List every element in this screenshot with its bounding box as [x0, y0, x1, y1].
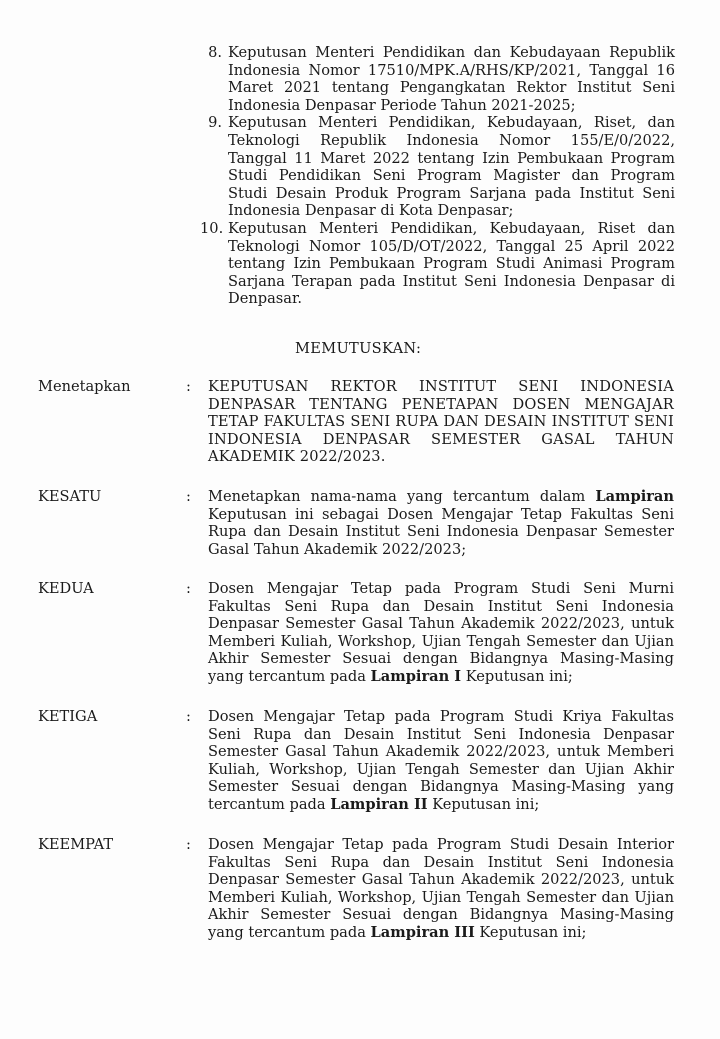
- item-number: 10.: [200, 219, 224, 237]
- section-colon: :: [186, 708, 191, 725]
- section-text: KEPUTUSAN REKTOR INSTITUT SENI INDONESIA DENPASAR TENTANG PENETAPAN DOSEN MENGAJAR TETAP FAKULTAS SENI RUPA DAN DESAIN INSTITUT SENI INDONESIA DENPASAR SEMESTER GASAL TAHUN AKADEMIK 2022/2023.: [208, 378, 674, 466]
- section-label: KETIGA: [38, 708, 98, 725]
- section-text: [208, 836, 674, 942]
- item-text: Keputusan Menteri Pendidikan dan Kebudayaan Republik Indonesia Nomor 17510/MPK.A/RHS/KP/2021, Tanggal 16 Maret 2021 tentang Pengangkatan Rektor Institut Seni Indonesia Denpasar Periode Tahun 2021-2025;: [228, 44, 675, 114]
- section-label: KEEMPAT: [38, 836, 114, 853]
- consideration-item-9: [200, 114, 675, 220]
- item-number: 8.: [208, 44, 222, 61]
- section-label: KEDUA: [38, 580, 94, 597]
- lampiran-ref: Lampiran I: [370, 667, 462, 685]
- text-run: Dosen Mengajar Tetap pada Program Studi Kriya Fakultas Seni Rupa dan Desain Institut Seni Indonesia Denpasar Semester Gasal Tahun Akademik 2022/2023, untuk Memberi Kuliah, Workshop, Ujian Tengah Semester dan Ujian Akhir Semester Sesuai dengan Bidangnya Masing-Masing yang tercantum pada: [208, 708, 674, 813]
- section-ketiga: [38, 708, 678, 814]
- section-colon: :: [186, 580, 191, 597]
- section-colon: :: [186, 836, 191, 853]
- section-colon: :: [186, 378, 191, 395]
- text-run: Keputusan ini sebagai Dosen Mengajar Tetap Fakultas Seni Rupa dan Desain Institut Seni Indonesia Denpasar Semester Gasal Tahun Akademik 2022/2023;: [208, 505, 674, 558]
- text-run: Keputusan ini;: [461, 667, 573, 685]
- consideration-list: [200, 44, 675, 308]
- section-text: [208, 708, 674, 814]
- text-run: Menetapkan nama-nama yang tercantum dalam: [208, 488, 596, 505]
- decision-heading: MEMUTUSKAN:: [295, 340, 422, 357]
- item-text: Keputusan Menteri Pendidikan, Kebudayaan, Riset, dan Teknologi Republik Indonesia Nomor 155/E/0/2022, Tanggal 11 Maret 2022 tentang Izin Pembukaan Program Studi Pendidikan Seni Program Magister dan Program Studi Desain Produk Program Sarjana pada Institut Seni Indonesia Denpasar di Kota Denpasar;: [228, 114, 675, 220]
- section-label: KESATU: [38, 488, 102, 505]
- section-kesatu: [38, 488, 678, 558]
- text-run: Keputusan ini;: [474, 923, 587, 941]
- lampiran-ref: Lampiran III: [370, 923, 475, 941]
- section-keempat: [38, 836, 678, 942]
- lampiran-ref: Lampiran: [595, 488, 674, 505]
- section-text: [208, 580, 674, 686]
- item-number: 9.: [208, 114, 222, 132]
- consideration-item-8: [200, 44, 675, 114]
- consideration-item-10: [200, 220, 675, 308]
- item-text: Keputusan Menteri Pendidikan, Kebudayaan, Riset dan Teknologi Nomor 105/D/OT/2022, Tanggal 25 April 2022 tentang Izin Pembukaan Program Studi Animasi Program Sarjana Terapan pada Institut Seni Indonesia Denpasar di Denpasar.: [228, 219, 675, 308]
- text-run: Dosen Mengajar Tetap pada Program Studi Desain Interior Fakultas Seni Rupa dan Desain Institut Seni Indonesia Denpasar Semester Gasal Tahun Akademik 2022/2023, untuk Memberi Kuliah, Workshop, Ujian Tengah Semester dan Ujian Akhir Semester Sesuai dengan Bidangnya Masing-Masing yang tercantum pada: [208, 836, 674, 941]
- lampiran-ref: Lampiran II: [330, 795, 428, 813]
- text-run: Keputusan ini;: [427, 795, 540, 813]
- section-kedua: [38, 580, 678, 686]
- section-colon: :: [186, 488, 191, 505]
- section-menetapkan: [38, 378, 678, 466]
- text-run: Dosen Mengajar Tetap pada Program Studi Seni Murni Fakultas Seni Rupa dan Desain Institut Seni Indonesia Denpasar Semester Gasal Tahun Akademik 2022/2023, untuk Memberi Kuliah, Workshop, Ujian Tengah Semester dan Ujian Akhir Semester Sesuai dengan Bidangnya Masing-Masing yang tercantum pada: [208, 580, 674, 685]
- section-label: Menetapkan: [38, 378, 131, 395]
- section-text: [208, 488, 674, 558]
